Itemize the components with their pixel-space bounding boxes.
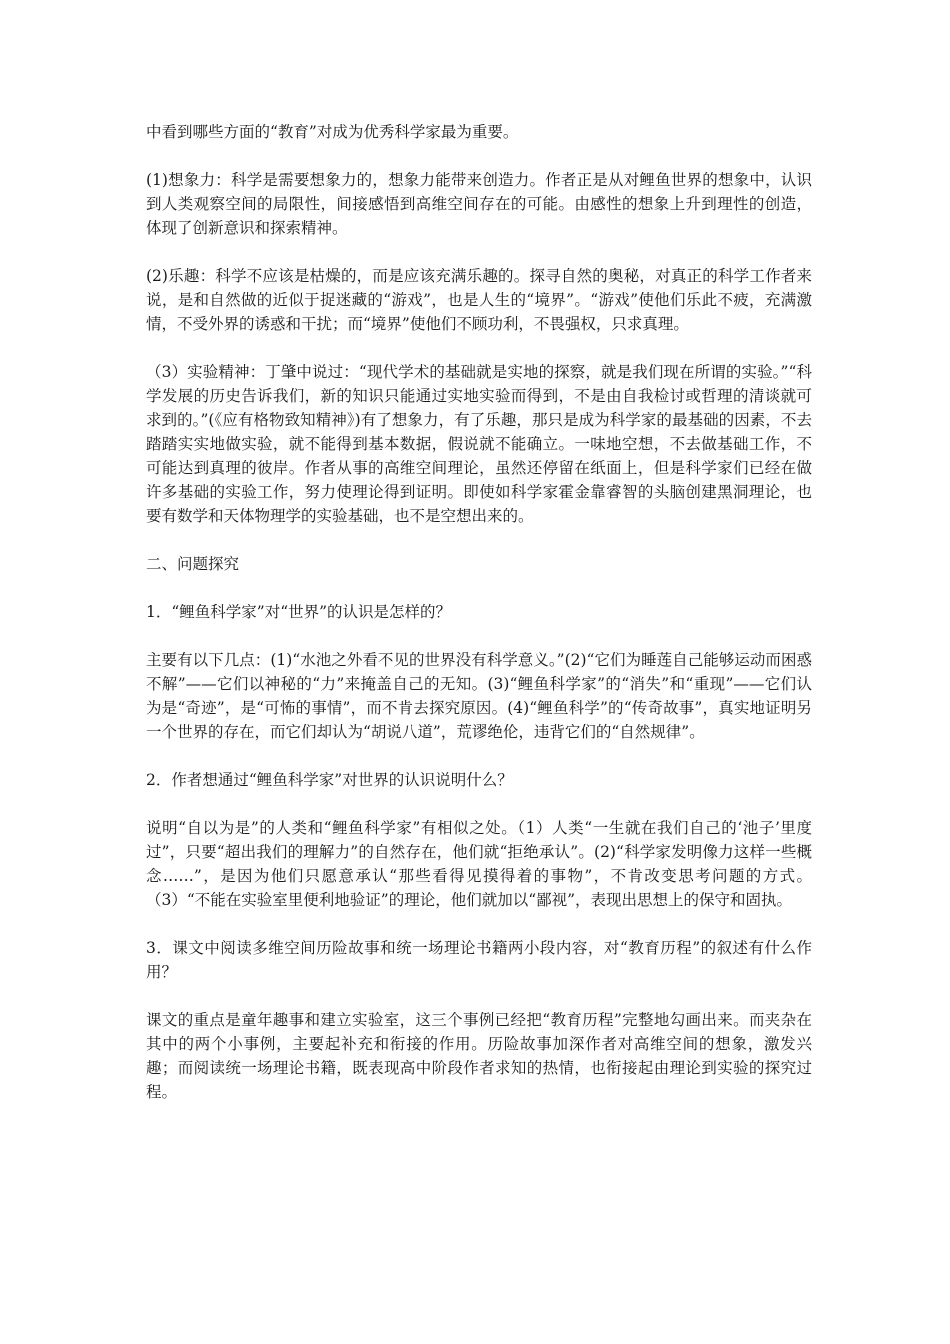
paragraph-fun: (2)乐趣：科学不应该是枯燥的，而是应该充满乐趣的。探寻自然的奥秘，对真正的科学工作者来说，是和自然做的近似于捉迷藏的“游戏”，也是人生的“境界”。“游戏”使他们乐此不疲，充满激情，不受外界的诱惑和干扰；而“境界”使他们不顾功利，不畏强权，只求真理。 [146,267,812,333]
answer-3: 课文的重点是童年趣事和建立实验室，这三个事例已经把“教育历程”完整地勾画出来。而夹杂在其中的两个小事例，主要起补充和衔接的作用。历险故事加深作者对高维空间的想象，激发兴趣；而阅读统一场理论书籍，既表现高中阶段作者求知的热情，也衔接起由理论到实验的探究过程。 [146,1011,812,1101]
paragraph-imagination: (1)想象力：科学是需要想象力的，想象力能带来创造力。作者正是从对鲤鱼世界的想象中，认识到人类观察空间的局限性，间接感悟到高维空间存在的可能。由感性的想象上升到理性的创造，体现了创新意识和探索精神。 [146,171,812,237]
section-heading-problem-inquiry: 二、问题探究 [146,555,240,573]
answer-2: 说明“自以为是”的人类和“鲤鱼科学家”有相似之处。（1）人类“一生就在我们自己的‘池子’里度过”，只要“超出我们的理解力”的自然存在，他们就“拒绝承认”。(2)“科学家发明像力这样一些概念……”，是因为他们只愿意承认“那些看得见摸得着的事物”，不肯改变思考问题的方式。（3）“不能在实验室里便利地验证”的理论，他们就加以“鄙视”，表现出思想上的保守和固执。 [146,819,812,909]
question-1: 1．“鲤鱼科学家”对“世界”的认识是怎样的？ [146,603,452,621]
question-2: 2．作者想通过“鲤鱼科学家”对世界的认识说明什么？ [146,771,513,789]
paragraph-intro-question: 中看到哪些方面的“教育”对成为优秀科学家最为重要。 [146,123,519,141]
paragraph-experiment-spirit: （3）实验精神：丁肇中说过：“现代学术的基础就是实地的探察，就是我们现在所谓的实验。”“科学发展的历史告诉我们，新的知识只能通过实地实验而得到，不是由自我检讨或哲理的清谈就可求到的。”(《应有格物致知精神》)有了想象力，有了乐趣，那只是成为科学家的最基础的因素，不去踏踏实实地做实验，就不能得到基本数据，假说就不能确立。一味地空想，不去做基础工作，不可能达到真理的彼岸。作者从事的高维空间理论，虽然还停留在纸面上，但是科学家们已经在做许多基础的实验工作，努力使理论得到证明。即使如科学家霍金靠睿智的头脑创建黑洞理论，也要有数学和天体物理学的实验基础，也不是空想出来的。 [146,363,812,525]
question-3: 3．课文中阅读多维空间历险故事和统一场理论书籍两小段内容，对“教育历程”的叙述有什么作用？ [146,939,812,981]
document-page [146,120,812,1128]
answer-1: 主要有以下几点：(1)“水池之外看不见的世界没有科学意义。”(2)“它们为睡莲自己能够运动而困惑不解”——它们以神秘的“力”来掩盖自己的无知。(3)“鲤鱼科学家”的“消失”和“重现”——它们认为是“奇迹”，是“可怖的事情”，而不肯去探究原因。(4)“鲤鱼科学”的“传奇故事”，真实地证明另一个世界的存在，而它们却认为“胡说八道”，荒谬绝伦，违背它们的“自然规律”。 [146,651,812,741]
